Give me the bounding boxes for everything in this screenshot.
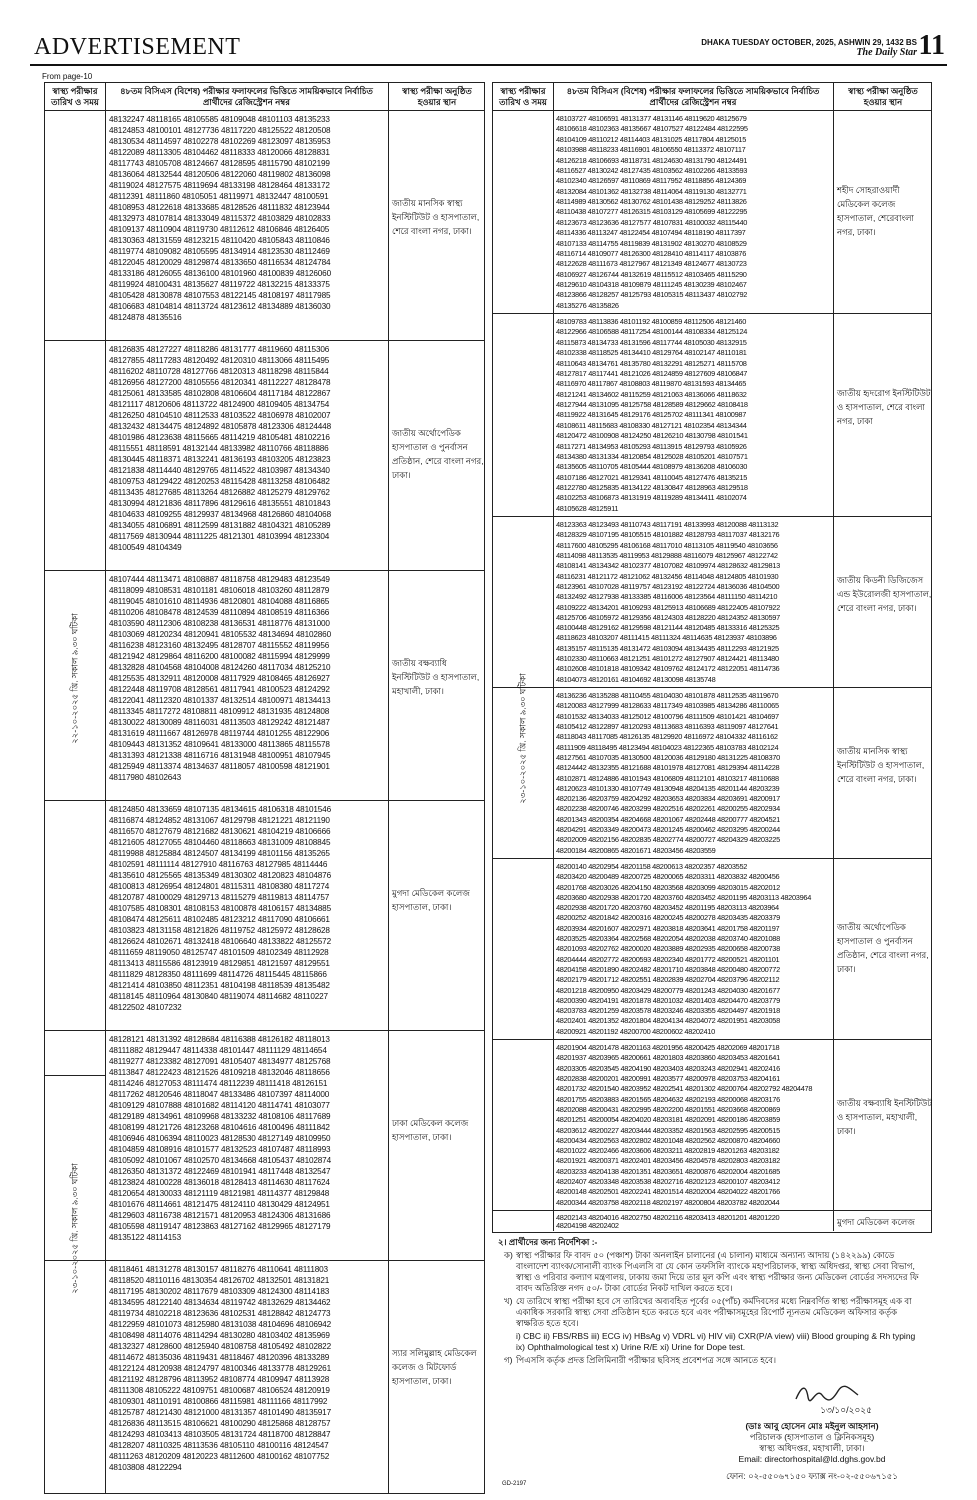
instructions-title: ২। প্রার্থীদের জন্য নির্দেশিকা :- — [498, 1237, 598, 1247]
header-venue: স্বাস্থ্য পরীক্ষা অনুষ্ঠিত হওয়ার স্থান — [402, 85, 472, 107]
schedule-group — [493, 1211, 931, 1232]
instruction-text: i) CBC ii) FBS/RBS iii) ECG iv) HBsAg v) VDRL vi) HIV vii) CXR(P/A view) viii) Blood grouping & Rh typing ix) Ophthalmological test x) Urine R/E xi) Urine for Dope test. — [516, 1331, 916, 1352]
from-page-note: From page-10 — [42, 72, 93, 81]
exam-venue: জাতীয় বক্ষব্যাধি ইনস্টিটিউট ও হাসপাতাল, মহাখালী, ঢাকা। — [392, 658, 480, 696]
instruction-text: যে তারিখে স্বাস্থ্য পরীক্ষা হবে সে তারিখের অব্যবহিত পূর্বের ০৫(পাঁচ) কর্মদিবসের মধ্যে নিম্নবর্ণিত স্বাস্থ্য পরীক্ষাসমূহ এক বা একাধিক সরকারি স্বাস্থ্য সেবা প্রতিষ্ঠান হতে করতে হবে এবং পরীক্ষাসমূহের রিপোর্ট ন্যূনতম মেডিকেল অফিসার কর্তৃক স্বাক্ষরিত হতে হবে। — [516, 1296, 912, 1328]
dateline — [701, 38, 917, 58]
exam-venue: জাতীয় কিডনী ডিজিজেস এন্ড ইউরোলজী হাসপাতাল, শেরে বাংলা নগর, ঢাকা। — [837, 574, 932, 613]
right-date-1: ২৩-১০-২০২৫ খ্রি. সকাল ৯.৩০ ঘটিকা — [517, 673, 528, 804]
schedule-group — [493, 859, 931, 1040]
page-number: 11 — [918, 30, 945, 61]
registration-numbers: 48126835 48127227 48118286 48131777 48119660 48115306 48127855 48117283 48120492 48120310 48113066 48115495 48116202 48110728 48127766 48120313 48118298 48115844 48126956 48127200 48105556 48120341 48112227 48128478 48125061 48133585 48102808 48106604 48117184 48122867 48121117 48120606 48113722 48124900 48109405 48134754 48126250 48104510 48112533 48103522 48106978 48102007 48132432 48134475 48124892 48105878 48123306 48124448 48101986 48123638 48115665 48114219 48105481 48102216 48115551 48118591 48132144 48133982 48110766 48118886 48130445 48118371 48132241 48136193 48103205 48123823 48121838 48114440 48129765 48114522 48103987 48134340 48109753 48129422 48120253 48115428 48113258 48106482 48113435 48127685 48113264 48126882 48125279 48129762 48130994 48121836 48117896 48129616 48135551 48101843 48104633 48109255 48129937 48134968 48126860 48104068 48134055 48106891 48112599 48131882 48104321 48105289 48117569 48130944 48111225 48121301 48103994 48123304 48100549 48104349 — [109, 345, 331, 552]
instruction-item — [498, 1250, 926, 1294]
schedule-group — [45, 1261, 484, 1491]
header-date-right: স্বাস্থ্য পরীক্ষার তারিখ ও সময় — [499, 85, 547, 107]
registration-numbers: 48128121 48131392 48128684 48116388 48126182 48118013 48111882 48129447 48114338 48101447 48111129 48114654 48119277 48123382 48127091 48105407 48134977 48125768 48113847 48122423 48121526 48109218 48132046 48118656 48114246 48127053 48111474 48112239 48111418 48126151 48117262 48120546 48118047 48133486 48107397 48114000 48109129 48107888 48101682 48114120 48114741 48103077 48129189 48134961 48109968 48133232 48108106 48117689 48108199 48121726 48123268 48104616 48100496 48111842 48106946 48106394 48110023 48128530 48127149 48109950 48104859 48108916 48101577 48132523 48107487 48118993 48105092 48101067 48102570 48134668 48105437 48102874 48126350 48131372 48122469 48101941 48117448 48132547 48123824 48100228 48136018 48128413 48114630 48117624 48120654 48130033 48121119 48121981 48114377 48129848 48101676 48114661 48121475 48124110 48130429 48124951 48129603 48116738 48121571 48120953 48124306 48131686 48105598 48119147 48123863 48127162 48129965 48127179 48135122 48114153 — [109, 1035, 331, 1242]
exam-venue: জাতীয় অর্থোপেডিক হাসপাতাল ও পুনর্বাসন প্রতিষ্ঠান, শেরে বাংলা নগর, ঢাকা। — [392, 428, 484, 480]
candidate-instructions — [492, 1232, 932, 1494]
left-schedule-table — [44, 82, 485, 1494]
registration-numbers: 48202143 48204016 48202750 48202116 48203413 48201201 48201220 48204198 48202402 — [556, 1213, 780, 1230]
registration-numbers: 48132247 48118165 48105585 48109048 48101103 48135233 48124853 48100101 48127736 48117220 48125522 48120508 48130534 48114597 48102278 48102269 48123097 48135953 48122089 48113305 48104462 48118333 48120066 48128831 48117743 48105708 48124667 48128595 48115790 48102199 48136064 48132544 48120506 48122060 48119802 48136098 48119024 48127575 48119694 48133198 48128464 48133172 48112391 48111860 48105051 48119971 48132447 48100591 48108953 48122618 48133685 48128526 48111832 48123944 48132973 48107814 48133049 48115372 48103829 48102833 48109137 48110904 48119730 48112612 48106846 48126405 48130363 48131559 48123215 48110420 48105843 48110846 48119774 48109082 48105595 48134914 48123530 48112469 48122045 48120029 48129874 48133650 48116534 48124784 48133186 48126055 48136100 48101960 48100839 48126060 48119924 48100431 48135627 48119722 48132215 48133375 48105428 48130878 48107553 48122145 48108197 48117985 48106683 48104814 48113724 48123612 48134889 48136030 48124878 48135516 — [109, 115, 331, 322]
header-registration: ৪৮তম বিসিএস (বিশেষ) পরীক্ষার ফলাফলের ভিত্তিতে সাময়িকভাবে নির্বাচিত প্রার্থীদের রেজিস্ট্রেশন নম্বর — [120, 85, 373, 107]
signature-image — [792, 1383, 862, 1405]
instruction-key: ক) — [504, 1250, 513, 1260]
registration-numbers: 48107444 48113471 48108887 48118758 48129483 48123549 48118099 48108531 48101181 48106018 48103260 48112879 48119045 48101610 48114936 48120801 48104088 48116865 48110206 48108478 48124539 48110894 48108519 48116366 48103590 48112306 48108238 48136531 48118776 48131000 48103069 48120234 48120941 48105532 48134694 48102860 48116238 48123160 48132495 48128707 48115552 48119956 48121942 48129864 48116200 48100082 48115994 48129999 48132828 48104568 48104008 48124260 48117034 48125210 48125535 48132911 48120008 48117929 48108465 48126927 48122448 48119708 48128561 48117941 48100523 48124292 48122041 48112320 48101337 48132514 48100971 48134413 48113345 48117272 48108811 48109912 48131935 48124808 48130022 48130089 48116031 48113503 48129242 48121487 48131619 48111667 48126978 48119744 48101255 48122906 48109443 48131352 48109641 48133000 48113865 48115578 48131393 48121338 48116716 48131948 48100951 48107945 48125949 48113374 48134637 48118057 48100598 48121901 48117980 48102643 — [109, 575, 331, 782]
signer-email: Email: directorhospital@ld.dghs.gov.bd — [738, 1454, 886, 1464]
instruction-key: গ) — [504, 1355, 513, 1365]
section-title: ADVERTISEMENT — [34, 34, 241, 60]
registration-numbers: 48118461 48131278 48130157 48118276 48110641 48111803 48118520 48110116 48130354 48126702 48132501 48131821 48117195 48130202 48117679 48103309 48124300 48114183 48134595 48122140 48134634 48119742 48132629 48134462 48119734 48102218 48123636 48102531 48128842 48124773 48122959 48101073 48125980 48131038 48104696 48106942 48108498 48114076 48114294 48130280 48103402 48135969 48132327 48128600 48125940 48108758 48105492 48102822 48114672 48135036 48119431 48118467 48120396 48133289 48122124 48120938 48124797 48100346 48133778 48129261 48121192 48128796 48113952 48108774 48109947 48113928 48111308 48105222 48109751 48100687 48106524 48120919 48109301 48110191 48100866 48115981 48111166 48117992 48125787 48121430 48121000 48131357 48101490 48135917 48126836 48113515 48106621 48100290 48125868 48128757 48124293 48103413 48103505 48131724 48118700 48128847 48128207 48110325 48113536 48105110 48100116 48124547 48111263 48120209 48120223 48112600 48100162 48107752 48103808 48122294 — [109, 1265, 331, 1472]
registration-numbers: 48201904 48201478 48201163 48201956 48200425 48202069 48201718 48201937 48203965 48200661 48201803 48203860 48203453 48201641 48203305 48203545 48204190 48203403 48203243 48202941 48202416 48202838 48200201 48200991 48203577 48200978 48203753 48204161 48201732 48201540 48203952 48202541 48201302 48200764 48202792 48204478 48201755 48203883 48201565 48204632 48202193 48200068 48203176 48202088 48200431 48202995 48202200 48201551 48203668 48200869 48201251 48200054 48204020 48203181 48202091 48200186 48203859 48203612 48200227 48203444 48203352 48201563 48202595 48200515 48200434 48202563 48202802 48201048 48202562 48200870 48204660 48201022 48202466 48203606 48203211 48202819 48201263 48203182 48201921 48200371 48202401 48203456 48204578 48202803 48203182 48203233 48204138 48201351 48203651 48200876 48202004 48201685 48202407 48203348 48203538 48202716 48202123 48200107 48203412 48200148 48202501 48202241 48201514 48202004 48204022 48201766 48200344 48203758 48202118 48202197 48200804 48203782 48202044 — [556, 1043, 813, 1207]
registration-numbers: 48200140 48202954 48201158 48200613 48202357 48203552 48203420 48200489 48200725 48200065 48203311 48203832 48200456 48201768 48203026 48204150 48203568 48203099 48203015 48202012 48203680 48202938 48201720 48203760 48203452 48201195 48203113 48203964 48202938 48201720 48203760 48203452 48201195 48203113 48203964 48200252 48201842 48200316 48200245 48200278 48203435 48203379 48203934 48201607 48202971 48203818 48203641 48201758 48201197 48203525 48203364 48202568 48202054 48202038 48203740 48201088 48201093 48202762 48200020 48203889 48202935 48200658 48200738 48204444 48202772 48200593 48202340 48201772 48200521 48201101 48204158 48201890 48202482 48201710 48203848 48200480 48200772 48202179 48201712 48202551 48202839 48202704 48203796 48202112 48201218 48200950 48203429 48200779 48201243 48204030 48201677 48200390 48204191 48201878 48201032 48201403 48204470 48203779 48203783 48201259 48203578 48203246 48203355 48204497 48201918 48202401 48201352 48201804 48204134 48204072 48201951 48203058 48200921 48201192 48200700 48200602 48202410 — [556, 862, 812, 1036]
signature-date: ১৩/১০/২০২৫ — [820, 1405, 872, 1415]
exam-venue: জাতীয় বক্ষব্যাধি ইনস্টিটিউট ও হাসপাতাল, মহাখালী, ঢাকা। — [837, 1097, 933, 1136]
exam-venue: মুগদা মেডিকেল কলেজ — [837, 1217, 915, 1227]
masthead — [30, 30, 947, 66]
schedule-group — [45, 341, 484, 571]
paper-name: The Daily Star — [856, 47, 917, 58]
schedule-group — [45, 801, 484, 1031]
signer-phone: ফোন: ০২-৫৫০৬৭১৫০ ফ্যাক্স নং-০২-৫৫০৬৭১৫১ — [726, 1471, 898, 1481]
schedule-group — [493, 1040, 931, 1211]
exam-venue: স্যার সলিমুল্লাহ মেডিকেল কলেজ ও মিটফোর্ড হাসপাতাল, ঢাকা। — [392, 1348, 477, 1386]
left-date-1: ২২-১০-২০২৫ খ্রি. সকাল ৯.৩০ ঘটিকা — [69, 613, 80, 744]
exam-venue: জাতীয় হৃদরোগ ইনস্টিটিউট ও হাসপাতাল, শেরে বাংলা নগর, ঢাকা — [837, 387, 931, 426]
dateline-text: DHAKA TUESDAY OCTOBER, 2025, ASHWIN 29, 1432 BS — [701, 38, 917, 47]
instruction-text: পিএসসি কর্তৃক প্রদত্ত প্রিলিমিনারী পরীক্ষার ছবিসহ প্রবেশপত্র সঙ্গে আনতে হবে। — [516, 1355, 777, 1365]
gd-number: GD-2197 — [502, 1481, 527, 1487]
schedule-group — [45, 111, 484, 341]
exam-venue: মুগদা মেডিকেল কলেজ হাসপাতাল, ঢাকা। — [392, 888, 470, 912]
schedule-group — [45, 571, 484, 801]
schedule-group — [493, 111, 931, 314]
exam-venue: জাতীয় মানসিক স্বাস্থ্য ইনস্টিটিউট ও হাসপাতাল, শেরে বাংলা নগর, ঢাকা। — [392, 198, 480, 236]
schedule-group — [493, 517, 931, 688]
left-date-2: ২৩-১০-২০২৫ খ্রি. সকাল ৯.৩০ ঘটিকা — [69, 1163, 80, 1294]
instruction-item — [498, 1296, 926, 1329]
instruction-item — [498, 1355, 926, 1366]
signer-title: পরিচালক (হাসপাতাল ও ক্লিনিকসমূহ) — [749, 1432, 875, 1442]
instruction-item — [498, 1331, 926, 1353]
instruction-key — [498, 1331, 516, 1353]
signer-office: স্বাস্থ্য অধিদপ্তর, মহাখালী, ঢাকা। — [759, 1443, 865, 1453]
registration-numbers: 48136236 48135288 48110455 48104030 48101878 48112535 48119670 48120083 48127999 48128633 48117349 48103985 48134286 48110065 48101532 48134033 48125012 48100796 48111509 48101421 48104697 48105412 48122897 48120293 48113683 48116393 48119097 48127641 48118043 48117085 48126135 48129920 48116972 48104332 48116162 48111909 48118495 48123494 48104023 48122365 48103783 48102124 48127561 48107035 48130500 48120036 48129180 48131225 48108370 48124442 48132355 48121688 48101978 48127081 48129394 48114228 48102871 48124886 48101943 48106809 48112101 48103217 48110688 48120623 48101330 48107749 48130948 48204135 48201144 48203239 48202136 48203759 48204292 48203653 48203834 48203691 48200917 48202238 48200746 48203299 48202516 48202261 48200255 48202934 48201343 48200354 48204668 48201067 48202448 48200777 48204521 48204291 48203349 48200473 48201245 48200462 48203295 48200244 48202009 48202156 48202835 48202774 48200727 48204329 48203225 48200184 48200865 48201671 48203456 48203559 — [556, 691, 780, 855]
registration-numbers: 48103727 48106591 48131377 48131146 48119620 48125679 48106618 48102363 48135667 48107527 48122484 48122595 48104109 48110212 48114403 48131025 48117804 48125015 48103988 48118233 48116901 48106550 48113372 48107117 48126218 48106693 48118731 48124630 48131790 48124491 48116527 48130242 48127435 48103562 48102266 48133593 48102340 48126597 48110869 48117952 48118856 48124369 48132084 48101362 48132738 48114064 48119130 48132771 48114989 48130562 48130762 48101438 48129252 48113826 48110438 48107277 48126315 48103129 48105699 48122295 48123673 48123636 48127577 48107831 48100032 48115440 48114336 48113247 48122454 48107494 48118190 48117397 48107133 48114755 48119839 48131902 48130270 48108529 48116714 48109077 48126300 48128410 48114117 48103876 48122628 48111673 48127967 48121349 48124677 48130723 48106927 48126744 48132619 48115512 48103465 48115290 48129610 48104318 48109879 48111245 48130239 48102467 48123866 48128257 48125793 48105315 48113437 48102792 48135276 48135826 — [556, 114, 748, 310]
header-venue-right: স্বাস্থ্য পরীক্ষা অনুষ্ঠিত হওয়ার স্থান — [848, 85, 918, 107]
registration-numbers: 48123363 48123493 48110743 48117191 48133993 48120088 48113132 48128329 48107195 48105515 48101882 48128793 48117037 48132176 48117600 48105295 48106168 48117010 48113105 48119540 48103656 48114098 48113535 48119953 48129888 48116079 48125967 48122742 48108141 48134342 48102377 48107082 48109974 48128632 48129813 48116231 48121172 48121062 48132456 48114048 48124805 48101930 48123961 48107028 48119757 48123192 48122724 48136036 48104500 48132492 48127938 48133385 48116006 48123564 48111150 48114210 48109222 48134201 48109293 48125913 48106689 48122405 48107922 48125706 48105972 48129356 48124303 48128220 48124352 48130597 48100448 48129162 48129598 48121144 48120485 48133316 48125325 48118623 48103207 48111415 48111324 48114635 48123937 48103896 48135157 48115135 48131472 48103094 48134435 48112293 48121925 48102330 48110663 48121251 48101272 48127907 48124421 48113480 48102608 48101818 48109342 48109762 48124172 48122051 48114736 48104073 48120161 48104692 48130098 48135748 — [556, 520, 780, 684]
header-date: স্বাস্থ্য পরীক্ষার তারিখ ও সময় — [51, 85, 99, 107]
schedule-group — [493, 688, 931, 859]
signer-block — [712, 1421, 912, 1482]
registration-numbers: 48124850 48133659 48107135 48134615 48106318 48101546 48116874 48124852 48131067 48129798 48121221 48121190 48116570 48127679 48121682 48130621 48104219 48106666 48121605 48127055 48104460 48118663 48131009 48108845 48119988 48125884 48124507 48134199 48101156 48135265 48102591 48111114 48127910 48116763 48127985 48114446 48135610 48125565 48135349 48130302 48120823 48104876 48100813 48126954 48124801 48115311 48108380 48117274 48120787 48100029 48129713 48115279 48119813 48114757 48107585 48108301 48108153 48100878 48106157 48134885 48108474 48125611 48102485 48123212 48117090 48106661 48103823 48131158 48121826 48119752 48125972 48128628 48126624 48102671 48132418 48106640 48133822 48125572 48111659 48119050 48125747 48101509 48102349 48112928 48113413 48115586 48123919 48129851 48121597 48129551 48111829 48128350 48111699 48114726 48115445 48115866 48121414 48103850 48112351 48104198 48118539 48135482 48118145 48110964 48130840 48119074 48114682 48110227 48122502 48107232 — [109, 805, 331, 1012]
left-table-header — [45, 83, 484, 111]
instruction-key: খ) — [504, 1296, 513, 1306]
instruction-text: স্বাস্থ্য পরীক্ষার ফি বাবদ ৫০ (পঞ্চাশ) টাকা অনলাইন চালানের (এ চালান) মাধ্যমে অন্যান্য আদায় (১৪২২৯৯) কোডে বাংলাদেশ ব্যাংক/সোনালী ব্যাংক পিএলসি বা যে কোন তফসিলি ব্যাংকে মহাপরিচালক, স্বাস্থ্য অধিদপ্তর, স্বাস্থ্য সেবা বিভাগ, স্বাস্থ্য ও পরিবার কল্যাণ মন্ত্রণালয়, ঢাকায় জমা দিয়ে তার মূল কপি এবং স্বাস্থ্য পরীক্ষার জন্য মেডিকেল বোর্ডের সদস্যদের ফি বাবদ অতিরিক্ত নগদ ৫০/- টাকা বোর্ডের নিকট দাখিল করতে হবে। — [516, 1250, 919, 1293]
schedule-group — [493, 314, 931, 517]
schedule-group — [45, 1031, 484, 1261]
exam-venue: জাতীয় মানসিক স্বাস্থ্য ইনস্টিটিউট ও হাসপাতাল, শেরে বাংলা নগর, ঢাকা। — [837, 745, 925, 784]
header-registration-right: ৪৮তম বিসিএস (বিশেষ) পরীক্ষার ফলাফলের ভিত্তিতে সাময়িকভাবে নির্বাচিত প্রার্থীদের রেজিস্ট্রেশন নম্বর — [566, 85, 820, 107]
registration-numbers: 48109783 48113836 48101192 48100859 48112506 48121460 48122966 48106588 48117254 48100144 48108334 48125124 48115873 48134733 48131596 48117744 48105030 48132915 48102338 48118525 48134410 48129764 48102147 48110181 48110643 48134761 48135780 48132291 48125271 48115708 48127817 48117441 48121026 48124859 48127609 48106847 48116970 48117867 48108803 48119870 48131593 48134465 48121241 48134602 48115259 48121063 48136066 48118632 48127944 48131095 48125758 48128589 48129662 48108418 48119922 48131645 48129176 48125702 48111341 48100987 48108611 48115683 48108330 48127121 48102354 48134344 48120472 48100908 48124250 48126210 48130798 48101541 48117271 48134953 48105293 48113915 48129793 48105926 48134380 48131334 48120854 48125028 48105201 48107571 48135605 48110705 48105444 48108979 48136208 48106030 48107186 48127021 48129341 48110045 48127476 48135215 48122780 48125835 48134122 48130847 48128963 48129518 48102253 48106873 48131919 48119289 48134411 48102074 48105628 48125911 — [556, 317, 748, 513]
exam-venue: শহীদ সোহরাওয়ার্দী মেডিকেল কলেজ হাসপাতাল, শেরেবাংলা নগর, ঢাকা। — [837, 184, 914, 237]
exam-venue: ঢাকা মেডিকেল কলেজ হাসপাতাল, ঢাকা। — [392, 1118, 469, 1142]
signer-name: (ডাঃ আবু হোসেন মোঃ মইনুল আহসান) — [745, 1421, 879, 1431]
exam-venue: জাতীয় অর্থোপেডিক হাসপাতাল ও পুনর্বাসন প্রতিষ্ঠান, শেরে বাংলা নগর, ঢাকা। — [837, 921, 929, 974]
right-table-header — [493, 83, 931, 111]
